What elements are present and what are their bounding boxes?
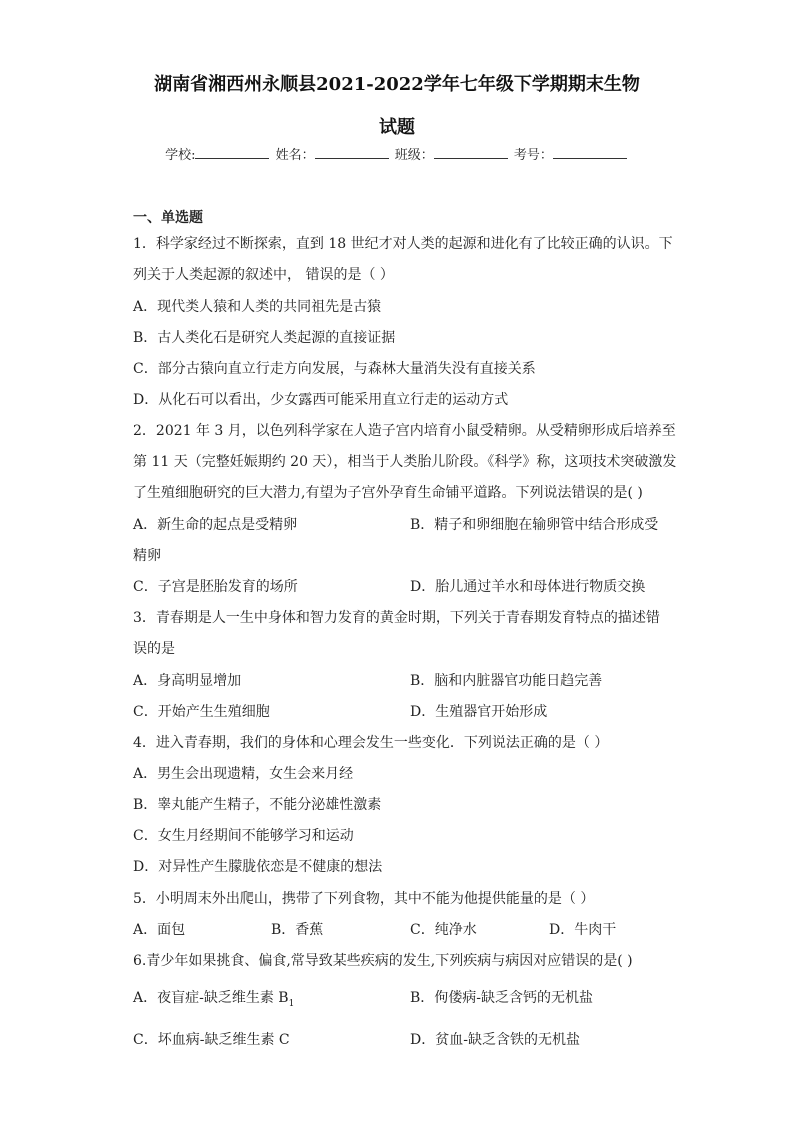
q1-stem-line1: 1．科学家经过不断探索，直到 18 世纪才对人类的起源和进化有了比较正确的认识。下 (133, 236, 673, 252)
q3-stem-line1: 3．青春期是人一生中身体和智力发育的黄金时期，下列关于青春期发育特点的描述错 (133, 610, 660, 626)
q5-option-b: B．香蕉 (271, 922, 324, 938)
q3-option-a: A．身高明显增加 (133, 673, 242, 689)
exam-title: 湖南省湘西州永顺县2021-2022学年七年级下学期期末生物 (154, 74, 640, 95)
q1-option-a: A．现代类人猿和人类的共同祖先是古猿 (133, 299, 382, 315)
q1-option-d: D．从化石可以看出，少女露西可能采用直立行走的运动方式 (133, 392, 509, 408)
q6-option-d: D．贫血-缺乏含铁的无机盐 (410, 1032, 580, 1048)
q3-option-d: D．生殖器官开始形成 (410, 704, 548, 720)
q4-option-b: B．睾丸能产生精子，不能分泌雄性激素 (133, 797, 382, 813)
q6-option-a-subscript: 1 (288, 998, 295, 1009)
q2-stem-line1: 2．2021 年 3 月，以色列科学家在人造子宫内培育小鼠受精卵。从受精卵形成后培养至 (133, 423, 676, 439)
exam-no-label: 考号： (513, 148, 553, 163)
q2-option-a: A．新生命的起点是受精卵 (133, 517, 298, 533)
q3-option-b: B．脑和内脏器官功能日趋完善 (410, 673, 603, 689)
q2-stem-line2: 第 11 天（完整妊娠期约 20 天），相当于人类胎儿阶段。《科学》称，这项技术突破激发 (133, 454, 677, 470)
class-blank (434, 146, 508, 159)
q6-option-b: B．佝偻病-缺乏含钙的无机盐 (410, 990, 594, 1006)
name-label: 姓名： (275, 148, 315, 163)
school-label: 学校: (165, 148, 196, 163)
q5-option-a: A．面包 (133, 922, 186, 938)
student-info-row (0, 144, 794, 163)
q1-option-b: B．古人类化石是研究人类起源的直接证据 (133, 330, 396, 346)
q2-option-c: C．子宫是胚胎发育的场所 (133, 579, 298, 595)
q6-option-c: C．坏血病-缺乏维生素 C (133, 1032, 290, 1048)
q5-option-c: C．纯净水 (410, 922, 477, 938)
q1-option-c: C．部分古猿向直立行走方向发展，与森林大量消失没有直接关系 (133, 361, 536, 377)
section-heading: 一、单选题 (133, 210, 203, 226)
q6-option-a (133, 987, 294, 1009)
q4-option-c: C．女生月经期间不能够学习和运动 (133, 828, 354, 844)
exam-title-line2: 试题 (379, 117, 415, 138)
q2-option-d: D．胎儿通过羊水和母体进行物质交换 (410, 579, 646, 595)
exam-no-blank (553, 146, 627, 159)
q6-option-a-text: A．夜盲症-缺乏维生素 B (133, 990, 289, 1006)
school-blank (195, 146, 269, 159)
q1-stem-line2: 列关于人类起源的叙述中， 错误的是（ ） (133, 267, 394, 283)
name-blank (315, 146, 389, 159)
q5-option-d: D．牛肉干 (549, 922, 617, 938)
q5-stem: 5．小明周末外出爬山，携带了下列食物，其中不能为他提供能量的是（ ） (133, 891, 595, 907)
q2-option-b: B．精子和卵细胞在输卵管中结合形成受 (410, 517, 659, 533)
q4-option-d: D．对异性产生朦胧依恋是不健康的想法 (133, 859, 383, 875)
q2-option-b-cont: 精卵 (133, 548, 161, 564)
q3-stem-line2: 误的是 (133, 641, 175, 657)
q4-option-a: A．男生会出现遗精，女生会来月经 (133, 766, 354, 782)
q4-stem: 4．进入青春期，我们的身体和心理会发生一些变化．下列说法正确的是（ ） (133, 735, 609, 751)
q3-option-c: C．开始产生生殖细胞 (133, 704, 270, 720)
q2-stem-line3: 了生殖细胞研究的巨大潜力,有望为子宫外孕育生命铺平道路。下列说法错误的是( ) (133, 485, 643, 501)
class-label: 班级： (394, 148, 434, 163)
q6-stem: 6.青少年如果挑食、偏食,常导致某些疾病的发生,下列疾病与病因对应错误的是( ) (133, 953, 633, 969)
